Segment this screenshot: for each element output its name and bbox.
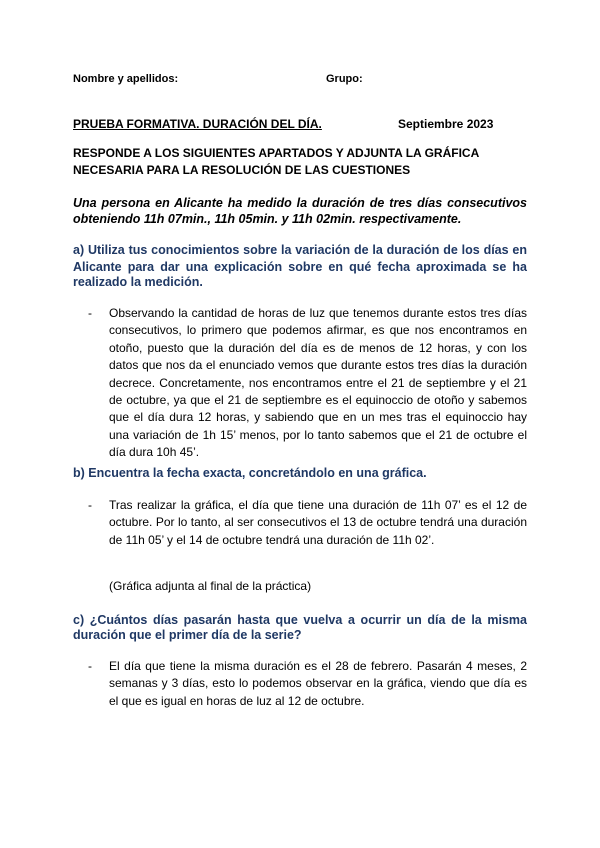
group-label: Grupo: bbox=[326, 73, 363, 85]
intro-line-2: obteniendo 11h 07min., 11h 05min. y 11h 02min. respectivamente. bbox=[73, 212, 462, 226]
graph-note: (Gráfica adjunta al final de la práctica) bbox=[109, 579, 312, 593]
question-a-line-2: Alicante para dar una explicación sobre en qué fecha aproximada se ha bbox=[73, 260, 527, 274]
instruction-line-2: NECESARIA PARA LA RESOLUCIÓN DE LAS CUESTIONES bbox=[73, 163, 411, 177]
answer-b-text: Tras realizar la gráfica, el día que tiene una duración de 11h 07’ es el 12 de octubre. Por lo tanto, al ser consecutivos el 13 de octubre tendrá una duración de 11h 05’ y el 14 de octubre tendrá una duración de 11h 02’. bbox=[109, 498, 527, 547]
instruction-line-1: RESPONDE A LOS SIGUIENTES APARTADOS Y ADJUNTA LA GRÁFICA bbox=[73, 146, 480, 160]
question-a-line-1: a) Utiliza tus conocimientos sobre la variación de la duración de los días en bbox=[73, 243, 527, 257]
answer-c-text: El día que tiene la misma duración es el 28 de febrero. Pasarán 4 meses, 2 semanas y 3 días, esto lo podemos observar en la gráfica, viendo que día es el que es igual en horas de luz al 12 de octubre. bbox=[109, 659, 527, 708]
answer-a-text: Observando la cantidad de horas de luz que tenemos durante estos tres días consecutivos, lo primero que podemos afirmar, es que nos encontramos en otoño, puesto que la duración del día es de menos de 12 horas, y con los datos que nos da el enunciado vemos que durante estos tres días la duración decrece. Concretamente, nos encontramos entre el 21 de septiembre y el 21 de octubre, ya que el 21 de septiembre es el equinoccio de otoño y sabemos que el día dura 12 horas, y sabiendo que en un mes tras el equinoccio hay una variación de 1h 15’ menos, por lo tanto sabemos que el 21 de octubre el día dura 10h 45’. bbox=[109, 306, 527, 460]
answer-b-bullet: - bbox=[88, 498, 92, 512]
question-c-line-2: duración que el primer día de la serie? bbox=[73, 628, 302, 642]
answer-c-bullet: - bbox=[88, 659, 92, 673]
answer-a-bullet: - bbox=[88, 306, 92, 320]
document-title: PRUEBA FORMATIVA. DURACIÓN DEL DÍA. bbox=[73, 117, 322, 131]
name-label: Nombre y apellidos: bbox=[73, 73, 179, 85]
intro-line-1: Una persona en Alicante ha medido la duración de tres días consecutivos bbox=[73, 196, 527, 210]
question-c-line-1: c) ¿Cuántos días pasarán hasta que vuelva a ocurrir un día de la misma bbox=[73, 613, 527, 627]
question-a-line-3: realizado la medición. bbox=[73, 275, 203, 289]
document-date: Septiembre 2023 bbox=[398, 117, 494, 131]
question-b-line-1: b) Encuentra la fecha exacta, concretándolo en una gráfica. bbox=[73, 466, 427, 480]
